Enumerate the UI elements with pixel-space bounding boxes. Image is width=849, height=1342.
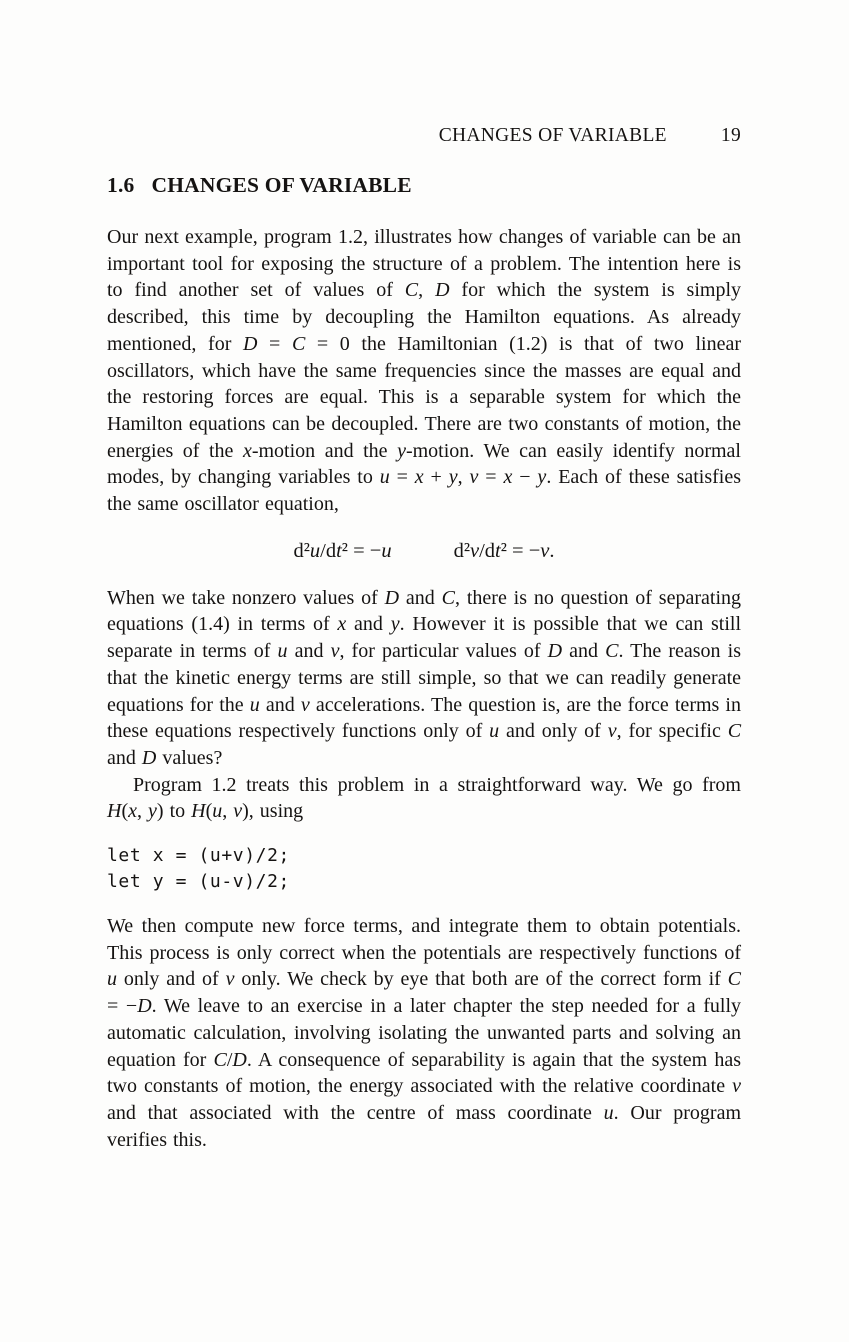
running-head-title: CHANGES OF VARIABLE [438, 125, 667, 146]
paragraph-force-terms: We then compute new force terms, and integrate them to obtain potentials. This process is only correct when the potentials are respectively functions of u only and of v only. We check by eye that both are of the correct form if C = −D. We leave to an exercise in a later chapter the step needed for a fully automatic calculation, involving isolating the unwanted parts and solving an equation for C/D. A consequence of separability is again that the system has two constants of motion, the energy associated with the relative coordinate v and that associated with the centre of mass coordinate u. Our program verifies this. [107, 915, 742, 1151]
paragraph-nonzero-values: When we take nonzero values of D and C, there is no question of separating equations (1.4) in terms of x and y. However it is possible that we can still separate in terms of u and v, for particular values of D and C. The reason is that the kinetic energy terms are still simple, so that we can readily generate equations for the u and v accelerations. The question is, are the force terms in these equations respectively functions only of u and only of v, for specific C and D values? [107, 586, 742, 769]
code-line-let-y: let y = (u-v)/2; [107, 871, 290, 893]
equation-v-part: d²v/dt² = −v. [453, 539, 555, 562]
oscillator-equation [107, 536, 741, 566]
page-number: 19 [720, 125, 741, 146]
section-heading [107, 173, 741, 197]
running-head [107, 125, 741, 147]
code-block [107, 843, 741, 895]
paragraph-intro: Our next example, program 1.2, illustrates how changes of variable can be an important tool for exposing the structure of a problem. The intention here is to find another set of values of C, D for which the system is simply described, this time by decoupling the Hamilton equations. As already mentioned, for D = C = 0 the Hamiltonian (1.2) is that of two linear oscillators, which have the same frequencies since the masses are equal and the restoring forces are equal. This is a separable system for which the Hamilton equations can be decoupled. There are two constants of motion, the energies of the x-motion and the y-motion. We can easily identify normal modes, by changing variables to u = x + y, v = x − y. Each of these satisfies the same oscillator equation, [107, 226, 742, 516]
code-line-let-x: let x = (u+v)/2; [107, 845, 290, 867]
equation-u-part: d²u/dt² = −u [293, 539, 392, 562]
paragraph-program: Program 1.2 treats this problem in a straightforward way. We go from H(x, y) to H(u, v), using [107, 773, 741, 823]
section-title: CHANGES OF VARIABLE [151, 173, 412, 197]
section-number: 1.6 [107, 173, 135, 197]
